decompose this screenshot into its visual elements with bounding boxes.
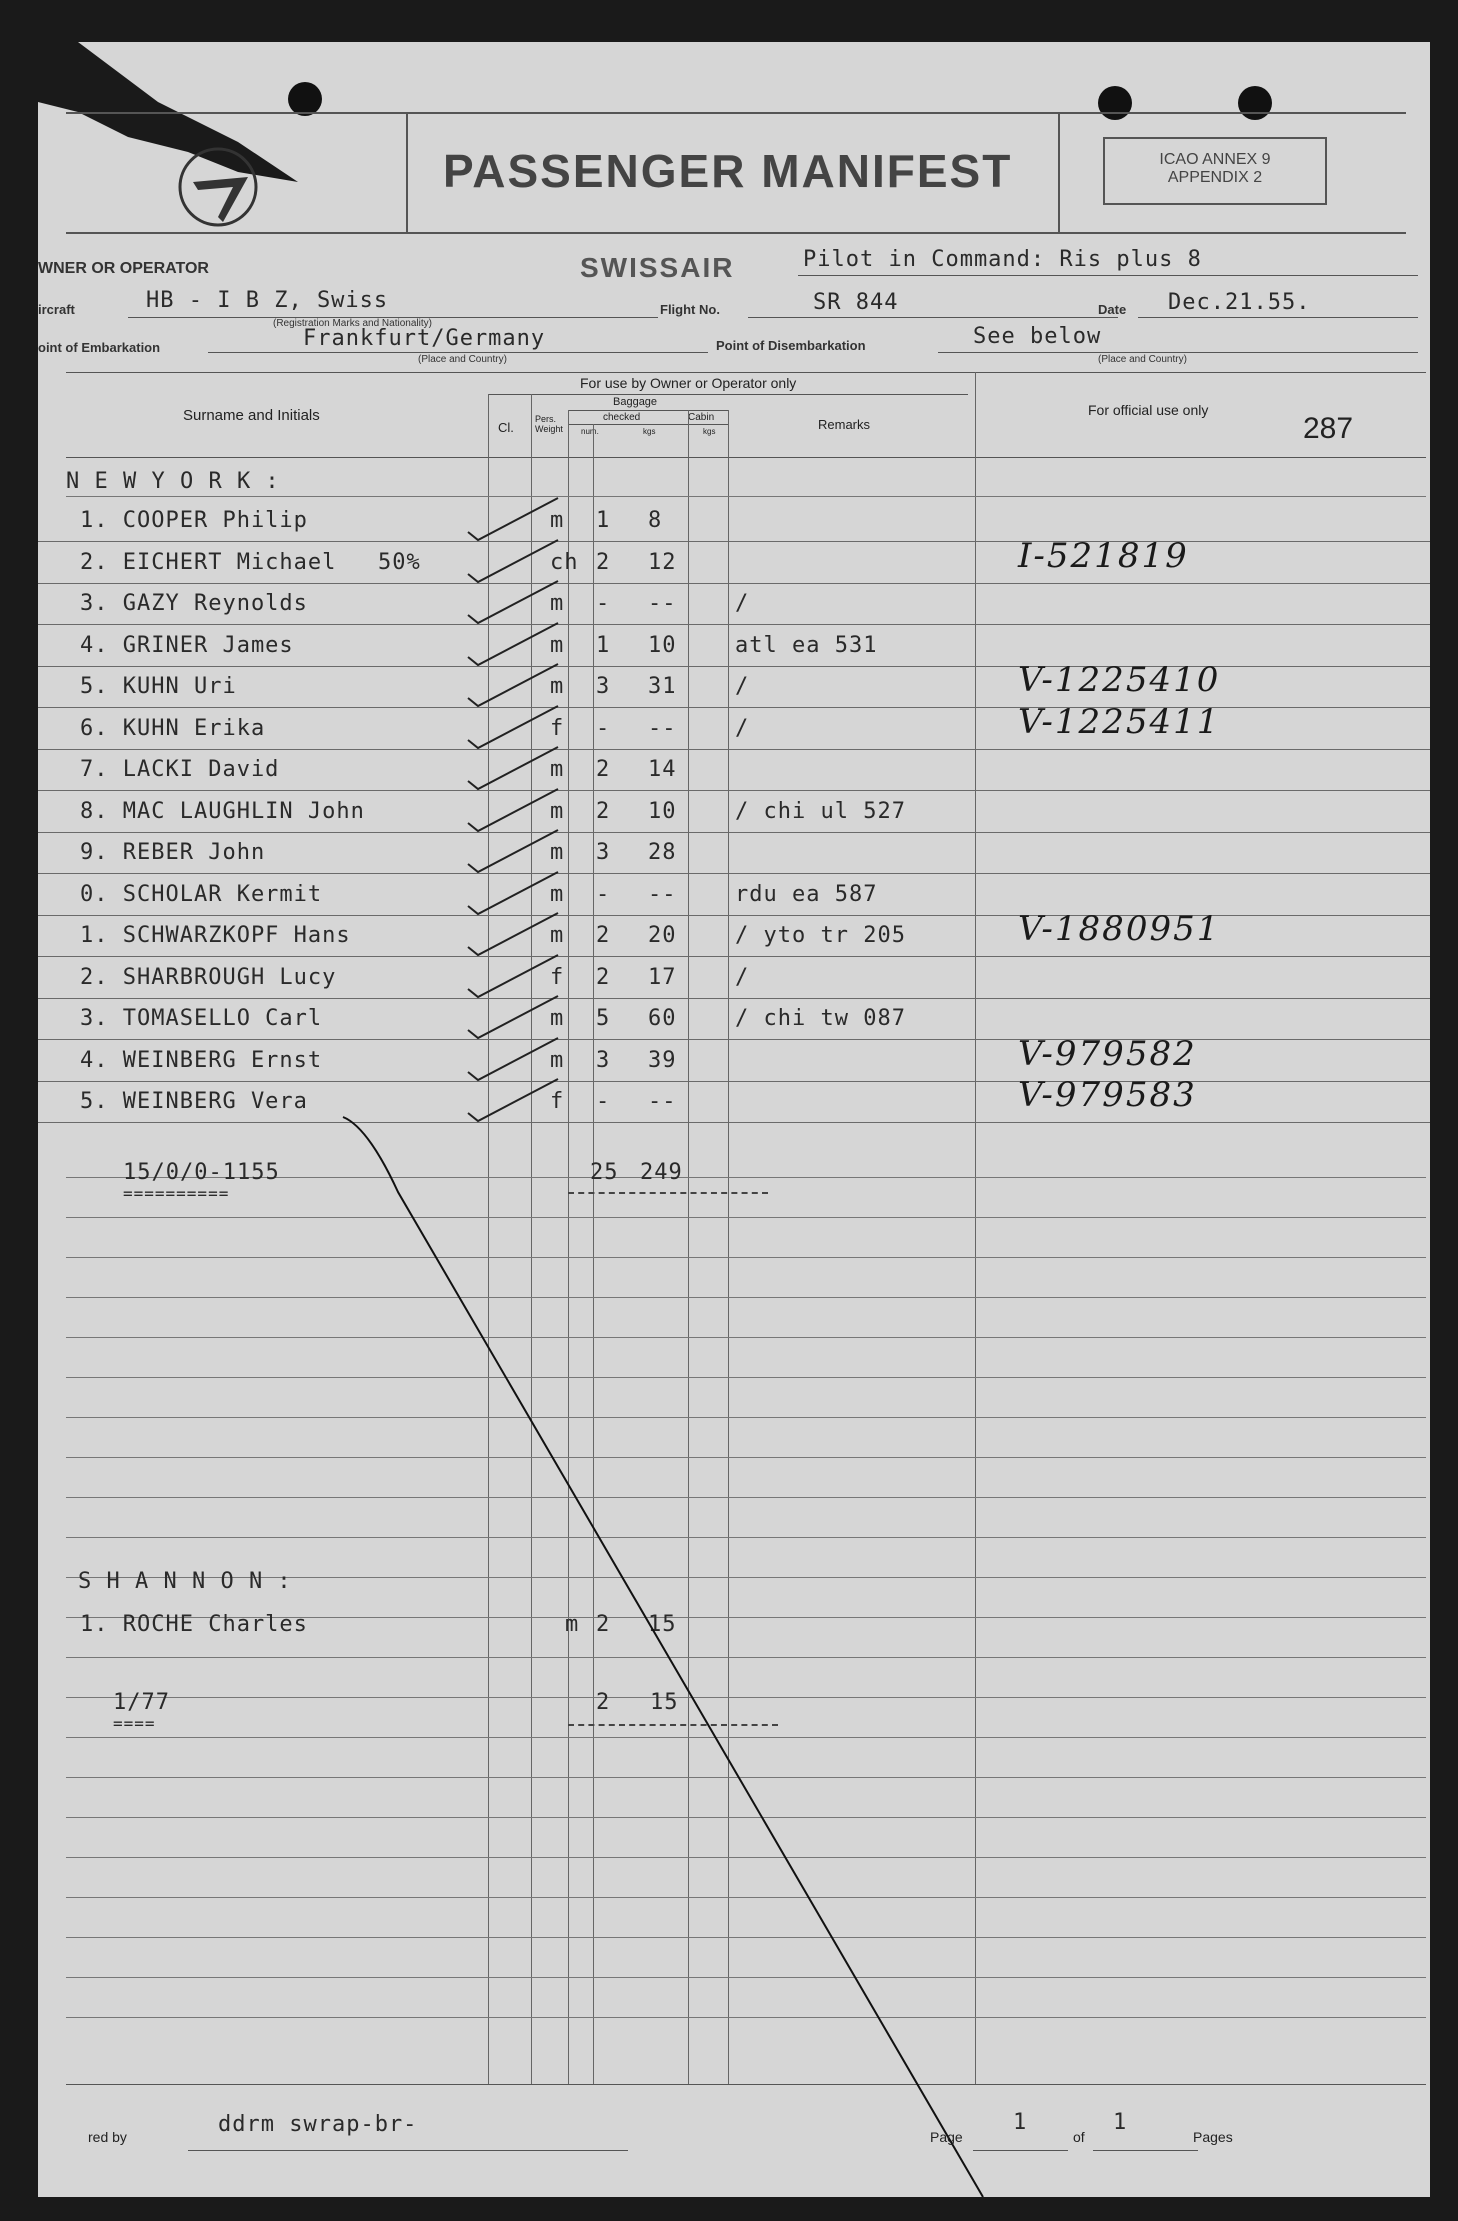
passenger-name: 1. SCHWARZKOPF Hans	[80, 923, 351, 948]
embarkation-label: oint of Embarkation	[38, 340, 161, 355]
baggage-kgs: 12	[648, 549, 677, 575]
official-visa-number: V-1880951	[1018, 909, 1221, 949]
owner-label: WNER OR OPERATOR	[38, 260, 209, 277]
baggage-num: 2	[596, 923, 611, 948]
diagonal-pen-stroke	[38, 42, 1430, 2197]
col-official-header: For official use only	[1088, 402, 1209, 418]
col-weight-header: Pers. Weight	[535, 414, 563, 434]
baggage-num: -	[596, 881, 611, 907]
sheet-number: 287	[1303, 412, 1354, 445]
date-value: Dec.21.55.	[1168, 290, 1311, 315]
baggage-kgs: --	[648, 1089, 677, 1114]
baggage-num: 1	[596, 632, 611, 658]
embarkation-value: Frankfurt/Germany	[303, 326, 546, 351]
baggage-num: 5	[596, 1006, 611, 1031]
passenger-name: 5. WEINBERG Vera	[80, 1089, 308, 1114]
baggage-kgs: 17	[648, 964, 677, 990]
baggage-num: 3	[596, 840, 611, 865]
baggage-kgs: 28	[648, 840, 677, 865]
discount-note: 50%	[378, 549, 421, 575]
flight-label: Flight No.	[660, 302, 720, 317]
baggage-kgs: 10	[648, 798, 677, 824]
passenger-class: m	[550, 674, 565, 699]
baggage-kgs: 20	[648, 923, 677, 948]
passenger-class: m	[565, 1612, 580, 1637]
passenger-name: 7. LACKI David	[80, 757, 280, 782]
totals-num-shannon: 2	[596, 1690, 611, 1715]
passenger-class: m	[550, 798, 565, 824]
totals-label-shannon: 1/77	[113, 1690, 170, 1715]
baggage-num: 3	[596, 1047, 611, 1073]
baggage-kgs: 31	[648, 674, 677, 699]
remark: /	[735, 715, 750, 741]
baggage-kgs: 8	[648, 508, 663, 533]
passenger-class: f	[550, 715, 565, 741]
icao-line-1: ICAO ANNEX 9	[1159, 151, 1271, 168]
passenger-class: m	[550, 1006, 565, 1031]
baggage-kgs: 10	[648, 632, 677, 658]
baggage-kgs: 60	[648, 1006, 677, 1031]
col-surname-header: Surname and Initials	[183, 407, 320, 424]
passenger-class: m	[550, 881, 565, 907]
totals-num-ny: 25	[590, 1160, 619, 1185]
baggage-kgs: --	[648, 715, 677, 741]
totals-label-ny: 15/0/0-1155	[123, 1160, 280, 1185]
page-title: PASSENGER MANIFEST	[443, 145, 1013, 197]
page-value: 1	[1013, 2110, 1028, 2135]
col-owner-use-header: For use by Owner or Operator only	[580, 375, 797, 391]
baggage-kgs: 15	[648, 1612, 677, 1637]
prepared-by-label: red by	[88, 2129, 127, 2145]
official-visa-number: V-979582	[1018, 1033, 1197, 1074]
passenger-class: m	[550, 757, 565, 782]
remark: / yto tr 205	[735, 923, 906, 948]
passenger-class: m	[550, 1047, 565, 1073]
remark: /	[735, 591, 750, 616]
disembarkation-value: See below	[973, 324, 1102, 349]
disembarkation-caption: (Place and Country)	[1098, 354, 1187, 365]
passenger-class: ch	[550, 549, 579, 575]
passenger-name: 9. REBER John	[80, 840, 266, 865]
passenger-name: 4. GRINER James	[80, 632, 294, 658]
passenger-name: 3. TOMASELLO Carl	[80, 1006, 323, 1031]
section-heading-shannon: S H A N N O N :	[78, 1569, 292, 1594]
passenger-class: f	[550, 1089, 565, 1114]
col-num-header: num.	[581, 427, 599, 436]
passenger-class: m	[550, 923, 565, 948]
icao-line-2: APPENDIX 2	[1167, 169, 1263, 186]
remark: /	[735, 964, 750, 990]
remark: rdu ea 587	[735, 881, 878, 907]
passenger-name: 6. KUHN Erika	[80, 715, 266, 741]
of-value: 1	[1113, 2110, 1128, 2135]
col-baggage-header: Baggage	[613, 396, 658, 408]
passenger-class: m	[550, 840, 565, 865]
baggage-num: 2	[596, 1612, 611, 1637]
remark: /	[735, 674, 750, 699]
baggage-kgs: 14	[648, 757, 677, 782]
col-cabin-kgs-header: kgs	[703, 427, 716, 436]
baggage-num: 1	[596, 508, 611, 533]
baggage-num: -	[596, 1089, 611, 1114]
passenger-name: 2. SHARBROUGH Lucy	[80, 964, 337, 990]
remark: atl ea 531	[735, 632, 878, 658]
baggage-num: -	[596, 591, 611, 616]
passenger-name: 1. COOPER Philip	[80, 508, 308, 533]
baggage-num: -	[596, 715, 611, 741]
flight-value: SR 844	[813, 290, 899, 315]
official-visa-number: V-979583	[1018, 1075, 1197, 1115]
col-cabin-header: Cabin	[688, 412, 715, 423]
col-checked-header: checked	[603, 412, 641, 423]
passenger-name: 4. WEINBERG Ernst	[80, 1047, 323, 1073]
baggage-kgs: 39	[648, 1047, 677, 1073]
pilot-in-command: Pilot in Command: Ris plus 8	[803, 247, 1202, 272]
passenger-class: m	[550, 591, 565, 616]
passenger-name: 3. GAZY Reynolds	[80, 591, 308, 616]
passenger-class: f	[550, 964, 565, 990]
totals-underline-shannon: ====	[113, 1714, 156, 1733]
totals-underline-ny: ==========	[123, 1184, 230, 1203]
col-remarks-header: Remarks	[818, 417, 871, 432]
col-cl-header: Cl.	[498, 420, 514, 435]
remark: / chi ul 527	[735, 798, 906, 824]
section-heading-new-york: N E W Y O R K :	[66, 469, 280, 494]
passenger-class: m	[550, 508, 565, 533]
prepared-by-value: ddrm swrap-br-	[218, 2112, 418, 2137]
passenger-name: 5. KUHN Uri	[80, 674, 237, 699]
remark: / chi tw 087	[735, 1006, 906, 1031]
baggage-kgs: --	[648, 881, 677, 907]
baggage-kgs: --	[648, 591, 677, 616]
official-visa-number: V-1225410	[1018, 660, 1221, 700]
passenger-name: 0. SCHOLAR Kermit	[80, 881, 323, 907]
passenger-name: 8. MAC LAUGHLIN John	[80, 798, 365, 824]
page-label: Page	[930, 2129, 963, 2145]
of-label: of	[1073, 2129, 1085, 2145]
aircraft-label: ircraft	[38, 302, 75, 317]
baggage-num: 2	[596, 798, 611, 824]
passenger-class: m	[550, 632, 565, 658]
manifest-sheet	[38, 42, 1430, 2197]
registration-caption: (Registration Marks and Nationality)	[273, 318, 432, 329]
totals-kgs-shannon: 15	[650, 1690, 679, 1715]
baggage-num: 2	[596, 964, 611, 990]
disembarkation-label: Point of Disembarkation	[716, 338, 866, 353]
baggage-num: 3	[596, 674, 611, 699]
baggage-num: 2	[596, 757, 611, 782]
owner-value: SWISSAIR	[580, 252, 735, 283]
totals-kgs-ny: 249	[640, 1160, 683, 1185]
col-kgs-header: kgs	[643, 427, 656, 436]
pages-label: Pages	[1193, 2129, 1233, 2145]
passenger-name: 2. EICHERT Michael	[80, 549, 337, 575]
official-visa-number: V-1225411	[1018, 701, 1221, 742]
embarkation-caption: (Place and Country)	[418, 354, 507, 365]
date-label: Date	[1098, 302, 1127, 317]
baggage-num: 2	[596, 549, 611, 575]
official-visa-number: I-521819	[1018, 535, 1189, 576]
passenger-name: 1. ROCHE Charles	[80, 1612, 308, 1637]
aircraft-value: HB - I B Z, Swiss	[146, 288, 389, 313]
